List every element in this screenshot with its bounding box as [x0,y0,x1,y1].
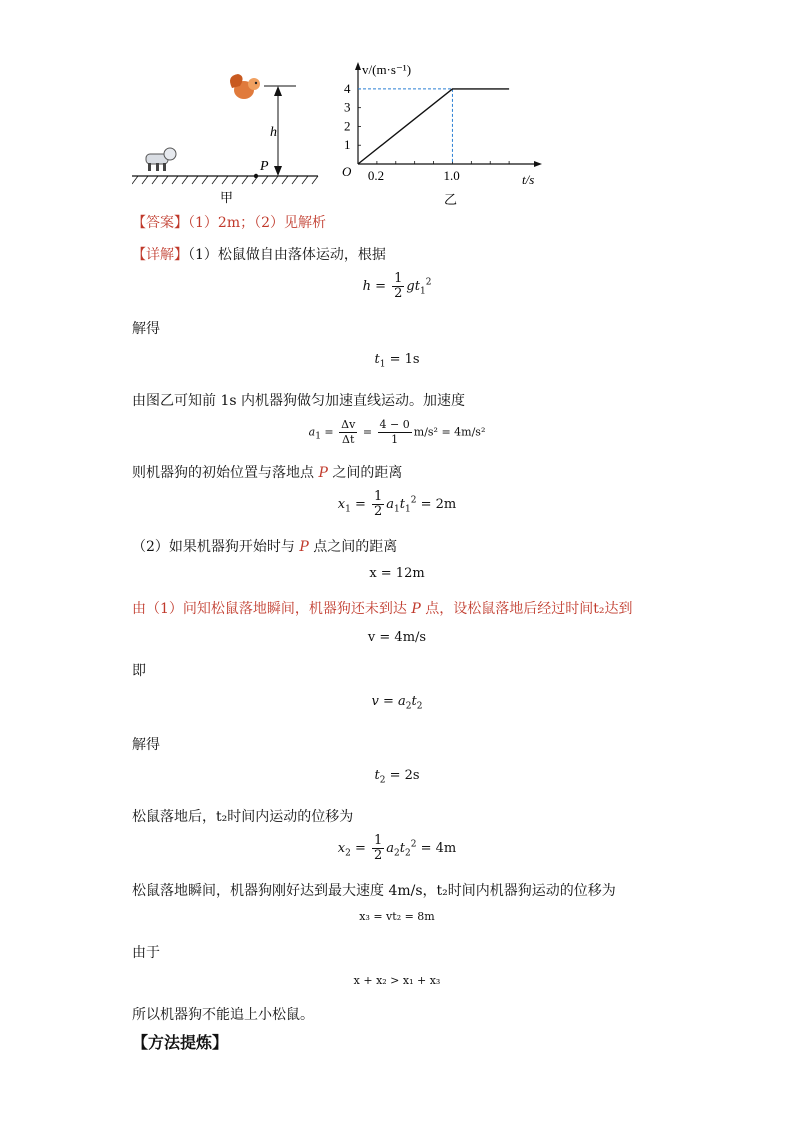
y-axis-arrow [355,62,361,70]
dist-line: 则机器狗的初始位置与落地点 P 之间的距离 [132,465,403,481]
label-h: h [270,125,277,140]
accel-line: 由图乙可知前 1s 内机器狗做匀加速直线运动。加速度 [132,393,465,409]
detail-intro: （1）松鼠做自由落体运动，根据 [188,247,386,263]
y-tick-label: 3 [344,99,351,115]
point-p-marker [254,174,258,178]
since-line: 由于 [132,945,160,961]
ji-line: 即 [132,663,146,679]
eq-t2: $t_2 = 2s$ [374,768,420,786]
origin-label: O [342,164,352,179]
solve-1: 解得 [132,321,160,337]
x-axis-arrow [534,161,542,167]
eq-v: v = 4m/s [367,630,427,645]
eq-t1: $t_1 = 1s$ [374,352,420,370]
dog-disp-line: 松鼠落地瞬间，机器狗刚好达到最大速度 4m/s，t₂时间内机器狗运动的位移为 [132,883,616,899]
squirrel-disp-line: 松鼠落地后，t₂时间内运动的位移为 [132,809,354,825]
detail-line [132,244,386,264]
caption-jia: 甲 [220,191,234,206]
eq-h-formula: h = $\frac{1}{2}$ $gt_1^2$ [362,271,432,301]
x-tick-label: 0.2 [367,168,385,183]
detail-tag: 【详解】 [132,247,188,263]
eq-x1: $x_1$ = $\frac{1}{2}$ $a_1t_1^2 = 2m$ [337,489,457,519]
eq-x3: x₃ = vt₂ = 8m [359,910,435,923]
eq-a1: $a_1$ = $\frac{\Delta v}{\Delta t}$ = $\frac{4 - 0}{1}$ m/s² = 4m/s² [308,418,486,446]
conclusion-line: 所以机器狗不能追上小松鼠。 [132,1007,314,1023]
method-heading: 【方法提炼】 [132,1033,229,1052]
y-tick-label: 2 [344,118,351,134]
eq-v-a2t2: $v = a_2t_2$ [371,694,423,712]
answer-line [132,212,326,232]
eq-x2: $x_2$ = $\frac{1}{2}$ $a_2t_2^2 = 4m$ [337,833,457,863]
answer-text: （1）2m；（2）见解析 [188,215,326,231]
reach-line: 由（1）问知松鼠落地瞬间，机器狗还未到达 P 点，设松鼠落地后经过时间t₂达到 [132,601,633,617]
eq-inequality: x + x₂ > x₁ + x₃ [353,974,441,987]
x-tick-label: 1.0 [443,168,460,183]
y-tick-label: 4 [344,80,351,96]
solve-2: 解得 [132,737,160,753]
part2-line: （2）如果机器狗开始时与 P 点之间的距离 [132,539,398,555]
y-axis-label: v/(m·s⁻¹) [362,62,412,77]
velocity-series-line [358,89,509,164]
label-p: P [260,159,269,174]
robot-dog-icon [146,148,176,171]
figure-b-chart [336,58,548,210]
squirrel-icon [230,74,260,99]
figure-a [132,68,332,208]
x-axis-label: t/s [522,172,535,187]
y-tick-label: 1 [344,137,351,153]
caption-yi: 乙 [444,193,458,208]
answer-tag: 【答案】 [132,215,188,231]
eq-x: x = 12m [369,566,425,581]
